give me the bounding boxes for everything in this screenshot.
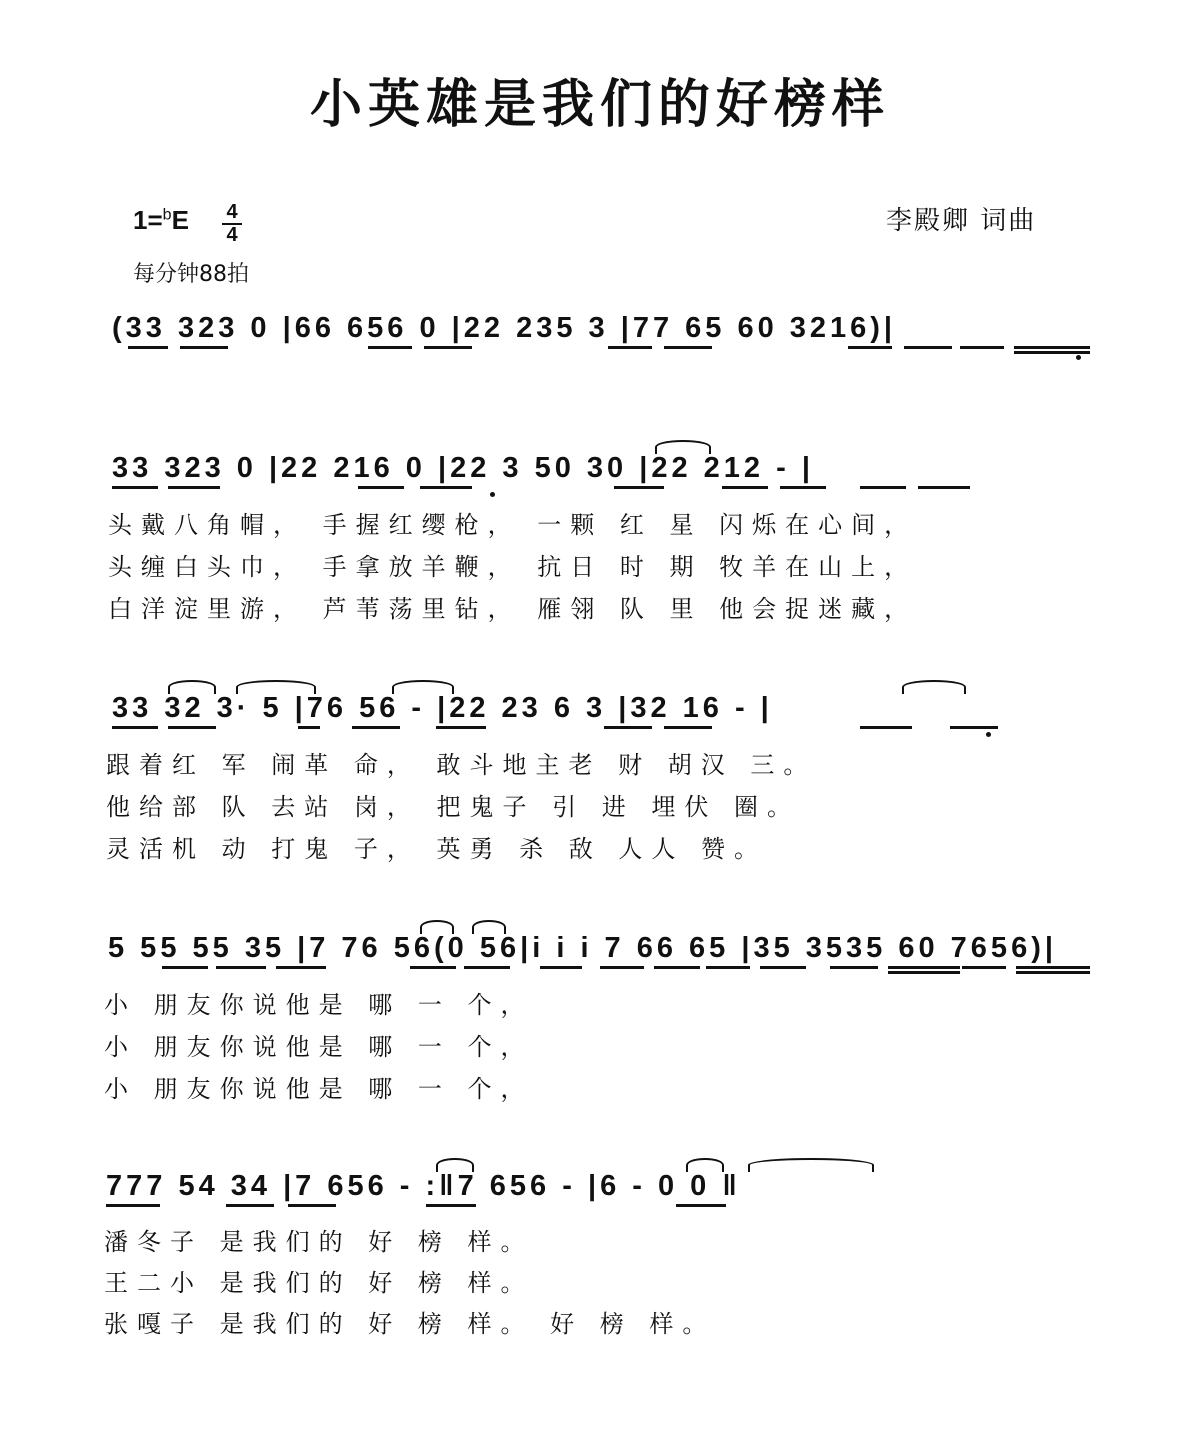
system-2-lyric-verse-3: 白洋淀里游， 芦苇荡里钻， 雁翎 队 里 他会捉迷藏， — [108, 595, 918, 623]
system-2-lyric-verse-1: 头戴八角帽， 手握红缨枪， 一颗 红 星 闪烁在心间， — [108, 511, 918, 539]
system-4-lyric-verse-1: 小 朋友你说他是 哪 一 个， — [104, 991, 534, 1019]
underline — [112, 726, 158, 729]
underline — [860, 486, 906, 489]
composer-credit: 李殿卿 词曲 — [886, 206, 1037, 236]
key-prefix: 1= — [133, 205, 163, 235]
underline — [276, 966, 326, 969]
underline — [888, 966, 960, 969]
slur — [392, 680, 454, 694]
underline — [604, 726, 652, 729]
underline — [410, 966, 456, 969]
underline — [888, 971, 960, 974]
system-5-lyric-verse-1: 潘冬子 是我们的 好 榜 样。 — [104, 1228, 534, 1256]
system-3-lyric-verse-2: 他给部 队 去站 岗， 把鬼子 引 进 埋伏 圈。 — [106, 793, 801, 821]
underline — [1016, 971, 1090, 974]
underline — [352, 726, 400, 729]
underline — [722, 486, 768, 489]
underline — [168, 486, 220, 489]
system-3-lyric-verse-3: 灵活机 动 打鬼 子， 英勇 杀 敌 人人 赞。 — [106, 835, 768, 863]
underline — [464, 966, 510, 969]
system-4-lyric-verse-3: 小 朋友你说他是 哪 一 个， — [104, 1075, 534, 1103]
system-4-lyric-verse-2: 小 朋友你说他是 哪 一 个， — [104, 1033, 534, 1061]
underline — [780, 486, 826, 489]
underline — [288, 1204, 336, 1207]
underline — [962, 966, 1006, 969]
underline — [608, 346, 652, 349]
underline — [1016, 966, 1090, 969]
slur — [472, 920, 506, 934]
underline — [420, 486, 472, 489]
song-title: 小英雄是我们的好榜样 — [309, 75, 890, 135]
system-3-notes: 33 32 3· 5 |76 56 - |22 23 6 3 |32 16 - | — [112, 692, 773, 724]
underline — [216, 966, 266, 969]
underline — [830, 966, 878, 969]
underline — [1014, 351, 1090, 354]
underline — [106, 1204, 160, 1207]
lower-octave-dot — [490, 492, 495, 497]
underline — [1014, 346, 1090, 349]
underline — [860, 726, 912, 729]
underline — [112, 486, 158, 489]
underline — [654, 966, 700, 969]
underline — [664, 346, 712, 349]
key-note: E — [171, 205, 189, 235]
slur — [655, 440, 711, 454]
key-signature — [133, 205, 189, 236]
underline — [424, 346, 472, 349]
underline — [180, 346, 228, 349]
system-4-notes: 5 55 55 35 |7 76 56(0 56|i i i 7 66 65 |35 3535 60 7656)| — [108, 932, 1057, 964]
lower-octave-dot — [986, 732, 991, 737]
underline — [600, 966, 644, 969]
time-signature-top: 4 — [226, 201, 238, 223]
underline — [706, 966, 750, 969]
system-2-lyric-verse-2: 头缠白头巾， 手拿放羊鞭， 抗日 时 期 牧羊在山上， — [108, 553, 918, 581]
system-5-lyric-verse-2: 王二小 是我们的 好 榜 样。 — [104, 1269, 534, 1297]
underline — [168, 726, 216, 729]
underline — [848, 346, 892, 349]
underline — [950, 726, 998, 729]
system-1-notes: (33 323 0 |66 656 0 |22 235 3 |77 65 60 3216)| — [112, 312, 897, 344]
slur — [436, 1158, 474, 1172]
underline — [128, 346, 168, 349]
system-2-notes: 33 323 0 |22 216 0 |22 3 50 30 |22 212 - | — [112, 452, 814, 484]
underline — [162, 966, 208, 969]
system-5-notes: 777 54 34 |7 656 - :‖7 656 - |6 - 0 0 ‖ — [106, 1170, 741, 1202]
slur — [168, 680, 216, 694]
slur — [236, 680, 316, 694]
underline — [664, 726, 712, 729]
underline — [918, 486, 970, 489]
underline — [614, 486, 664, 489]
underline — [540, 966, 582, 969]
slur — [686, 1158, 724, 1172]
underline — [358, 486, 404, 489]
lower-octave-dot — [1076, 355, 1081, 360]
underline — [298, 726, 320, 729]
slur — [902, 680, 966, 694]
time-signature-bottom: 4 — [226, 224, 238, 246]
underline — [226, 1204, 274, 1207]
underline — [436, 726, 486, 729]
flat-sign: b — [162, 206, 172, 224]
underline — [760, 966, 806, 969]
system-5-lyric-verse-3: 张嘎子 是我们的 好 榜 样。 好 榜 样。 — [104, 1310, 716, 1338]
underline — [676, 1204, 726, 1207]
underline — [904, 346, 952, 349]
underline — [426, 1204, 476, 1207]
tempo-marking: 每分钟88拍 — [133, 262, 249, 287]
slur — [420, 920, 454, 934]
slur — [748, 1158, 874, 1172]
underline — [368, 346, 412, 349]
time-signature — [222, 203, 242, 245]
underline — [960, 346, 1004, 349]
system-3-lyric-verse-1: 跟着红 军 闹革 命， 敢斗地主老 财 胡汉 三。 — [106, 751, 817, 779]
